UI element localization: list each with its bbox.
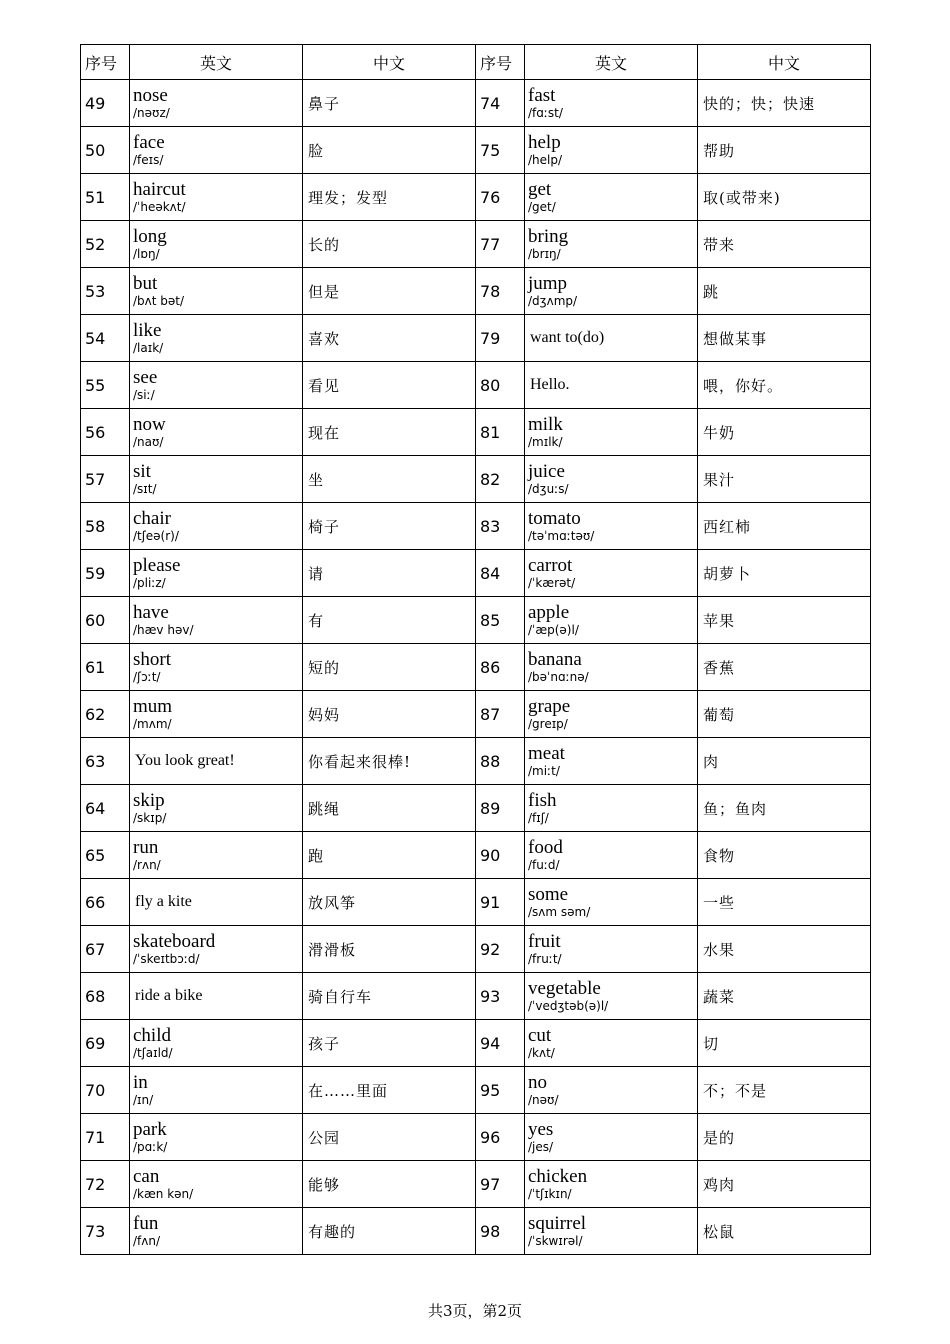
entry-number: 55 [81, 362, 130, 409]
entry-number: 60 [81, 597, 130, 644]
entry-phonetic: /ˈæp(ə)l/ [528, 623, 579, 638]
entry-number: 98 [476, 1208, 525, 1255]
entry-phonetic: /nəʊz/ [133, 106, 170, 121]
entry-english-cell [130, 80, 303, 127]
entry-word: mum [133, 696, 173, 718]
table-row [81, 268, 871, 315]
entry-phonetic: /get/ [528, 200, 556, 215]
entry-number: 79 [476, 315, 525, 362]
table-row [81, 221, 871, 268]
entry-number: 70 [81, 1067, 130, 1114]
entry-word: chair [133, 508, 171, 530]
entry-word: You look great! [135, 751, 235, 769]
entry-phonetic: /rʌn/ [133, 858, 161, 873]
entry-number: 81 [476, 409, 525, 456]
entry-phonetic: /kʌt/ [528, 1046, 555, 1061]
entry-word: face [133, 132, 165, 154]
entry-chinese: 帮助 [698, 127, 871, 174]
table-row [81, 832, 871, 879]
entry-phonetic: /ɪn/ [133, 1093, 154, 1108]
entry-word: short [133, 649, 171, 671]
header-num: 序号 [81, 45, 130, 80]
entry-chinese: 看见 [303, 362, 476, 409]
table-row [81, 973, 871, 1020]
entry-phonetic: /hæv həv/ [133, 623, 194, 638]
entry-word: no [528, 1072, 547, 1094]
table-row [81, 127, 871, 174]
entry-number: 91 [476, 879, 525, 926]
entry-number: 92 [476, 926, 525, 973]
entry-chinese: 跳 [698, 268, 871, 315]
entry-phonetic: /fruːt/ [528, 952, 562, 967]
header-num: 序号 [476, 45, 525, 80]
entry-number: 94 [476, 1020, 525, 1067]
entry-chinese: 牛奶 [698, 409, 871, 456]
entry-word: chicken [528, 1166, 588, 1188]
entry-english-cell [130, 1067, 303, 1114]
entry-phonetic: /təˈmɑːtəʊ/ [528, 529, 595, 544]
entry-chinese: 带来 [698, 221, 871, 268]
entry-number: 85 [476, 597, 525, 644]
entry-number: 95 [476, 1067, 525, 1114]
table-row [81, 644, 871, 691]
entry-number: 74 [476, 80, 525, 127]
entry-phonetic: /fɪʃ/ [528, 811, 549, 826]
entry-number: 69 [81, 1020, 130, 1067]
entry-english-cell [130, 503, 303, 550]
entry-number: 88 [476, 738, 525, 785]
entry-chinese: 香蕉 [698, 644, 871, 691]
entry-word: fly a kite [135, 892, 192, 910]
table-header-row [81, 45, 871, 80]
entry-phonetic: /naʊ/ [133, 435, 164, 450]
entry-word: get [528, 179, 552, 201]
entry-chinese: 但是 [303, 268, 476, 315]
entry-chinese: 理发；发型 [303, 174, 476, 221]
entry-word: bring [528, 226, 569, 248]
entry-english-cell [525, 1020, 698, 1067]
entry-number: 65 [81, 832, 130, 879]
entry-number: 67 [81, 926, 130, 973]
entry-english-cell [525, 127, 698, 174]
entry-english-cell [525, 268, 698, 315]
entry-english-cell [525, 174, 698, 221]
table-row [81, 597, 871, 644]
entry-english-cell [525, 409, 698, 456]
table-row [81, 1161, 871, 1208]
entry-chinese: 松鼠 [698, 1208, 871, 1255]
entry-word: some [528, 884, 569, 906]
entry-phonetic: /ˈskeɪtbɔːd/ [133, 952, 200, 967]
entry-english-cell [525, 926, 698, 973]
entry-chinese: 现在 [303, 409, 476, 456]
entry-english-cell [525, 315, 698, 362]
entry-number: 52 [81, 221, 130, 268]
entry-phonetic: /greɪp/ [528, 717, 568, 732]
entry-phonetic: /laɪk/ [133, 341, 164, 356]
entry-phonetic: /ˈkærət/ [528, 576, 576, 591]
entry-word: food [528, 837, 563, 859]
entry-word: in [133, 1072, 148, 1094]
entry-chinese: 葡萄 [698, 691, 871, 738]
entry-phonetic: /ˈheəkʌt/ [133, 200, 186, 215]
entry-chinese: 果汁 [698, 456, 871, 503]
entry-chinese: 苹果 [698, 597, 871, 644]
entry-number: 87 [476, 691, 525, 738]
entry-chinese: 肉 [698, 738, 871, 785]
table-row [81, 362, 871, 409]
entry-chinese: 公园 [303, 1114, 476, 1161]
entry-word: apple [528, 602, 570, 624]
entry-phonetic: /sɪt/ [133, 482, 157, 497]
entry-phonetic: /kæn kən/ [133, 1187, 194, 1202]
entry-number: 96 [476, 1114, 525, 1161]
entry-chinese: 是的 [698, 1114, 871, 1161]
entry-chinese: 有 [303, 597, 476, 644]
entry-number: 50 [81, 127, 130, 174]
entry-chinese: 西红柿 [698, 503, 871, 550]
entry-english-cell [130, 785, 303, 832]
entry-word: fast [528, 85, 556, 107]
entry-chinese: 不；不是 [698, 1067, 871, 1114]
entry-chinese: 一些 [698, 879, 871, 926]
table-row [81, 315, 871, 362]
entry-word: skip [133, 790, 165, 812]
entry-number: 89 [476, 785, 525, 832]
entry-number: 71 [81, 1114, 130, 1161]
entry-english-cell [525, 738, 698, 785]
table-row [81, 456, 871, 503]
entry-phonetic: /sʌm səm/ [528, 905, 591, 920]
entry-english-cell [525, 879, 698, 926]
entry-chinese: 切 [698, 1020, 871, 1067]
entry-word: now [133, 414, 166, 436]
table-row [81, 691, 871, 738]
entry-chinese: 短的 [303, 644, 476, 691]
entry-phonetic: /fʌn/ [133, 1234, 161, 1249]
entry-chinese: 脸 [303, 127, 476, 174]
entry-number: 63 [81, 738, 130, 785]
entry-english-cell [130, 409, 303, 456]
entry-word: fish [528, 790, 557, 812]
entry-word: vegetable [528, 978, 601, 1000]
table-row [81, 503, 871, 550]
table-row [81, 1114, 871, 1161]
entry-phonetic: /pɑːk/ [133, 1140, 168, 1155]
entry-chinese: 请 [303, 550, 476, 597]
entry-number: 80 [476, 362, 525, 409]
entry-number: 73 [81, 1208, 130, 1255]
entry-word: fun [133, 1213, 159, 1235]
entry-english-cell [525, 456, 698, 503]
entry-chinese: 你看起来很棒! [303, 738, 476, 785]
table-body [81, 80, 871, 1255]
entry-chinese: 能够 [303, 1161, 476, 1208]
entry-word: help [528, 132, 561, 154]
entry-english-cell [130, 127, 303, 174]
entry-english-cell [130, 644, 303, 691]
entry-english-cell [525, 691, 698, 738]
entry-number: 86 [476, 644, 525, 691]
entry-number: 57 [81, 456, 130, 503]
entry-word: ride a bike [135, 986, 203, 1004]
entry-chinese: 胡萝卜 [698, 550, 871, 597]
entry-phonetic: /tʃaɪld/ [133, 1046, 173, 1061]
entry-word: juice [528, 461, 565, 483]
entry-phonetic: /fuːd/ [528, 858, 560, 873]
entry-english-cell [525, 80, 698, 127]
entry-phonetic: /bʌt bət/ [133, 294, 185, 309]
entry-word: but [133, 273, 158, 295]
table-row [81, 738, 871, 785]
entry-phonetic: /ˈvedʒtəb(ə)l/ [528, 999, 609, 1014]
entry-phonetic: /dʒʌmp/ [528, 294, 578, 309]
entry-english-cell [525, 1161, 698, 1208]
entry-number: 56 [81, 409, 130, 456]
entry-number: 82 [476, 456, 525, 503]
page-footer: 共3页，第2页 [427, 1302, 523, 1320]
header-en: 英文 [130, 45, 303, 80]
entry-word: run [133, 837, 159, 859]
table-row [81, 879, 871, 926]
entry-english-cell [130, 456, 303, 503]
table-row [81, 409, 871, 456]
entry-english-cell [525, 1114, 698, 1161]
entry-phonetic: /jes/ [528, 1140, 554, 1155]
entry-chinese: 坐 [303, 456, 476, 503]
entry-english-cell [130, 738, 303, 785]
entry-number: 90 [476, 832, 525, 879]
entry-chinese: 跳绳 [303, 785, 476, 832]
entry-chinese: 食物 [698, 832, 871, 879]
table-row [81, 550, 871, 597]
entry-chinese: 喜欢 [303, 315, 476, 362]
entry-english-cell [525, 1208, 698, 1255]
entry-number: 51 [81, 174, 130, 221]
entry-word: see [133, 367, 158, 389]
entry-chinese: 有趣的 [303, 1208, 476, 1255]
entry-chinese: 鱼；鱼肉 [698, 785, 871, 832]
entry-phonetic: /skɪp/ [133, 811, 167, 826]
entry-word: please [133, 555, 181, 577]
entry-english-cell [130, 221, 303, 268]
entry-english-cell [130, 1114, 303, 1161]
table-row [81, 80, 871, 127]
entry-number: 59 [81, 550, 130, 597]
entry-chinese: 想做某事 [698, 315, 871, 362]
entry-number: 78 [476, 268, 525, 315]
entry-phonetic: /fɑːst/ [528, 106, 563, 121]
entry-word: child [133, 1025, 171, 1047]
entry-english-cell [130, 174, 303, 221]
entry-phonetic: /bəˈnɑːnə/ [528, 670, 589, 685]
table-row [81, 1067, 871, 1114]
entry-phonetic: /feɪs/ [133, 153, 164, 168]
entry-english-cell [130, 268, 303, 315]
entry-word: jump [528, 273, 568, 295]
entry-phonetic: /pliːz/ [133, 576, 166, 591]
table-row [81, 1020, 871, 1067]
entry-chinese: 滑滑板 [303, 926, 476, 973]
entry-number: 54 [81, 315, 130, 362]
entry-word: grape [528, 696, 571, 718]
entry-number: 75 [476, 127, 525, 174]
entry-english-cell [130, 362, 303, 409]
table-row [81, 1208, 871, 1255]
entry-chinese: 快的；快；快速 [698, 80, 871, 127]
entry-english-cell [525, 503, 698, 550]
header-en: 英文 [525, 45, 698, 80]
entry-english-cell [130, 973, 303, 1020]
table-row [81, 785, 871, 832]
entry-number: 61 [81, 644, 130, 691]
entry-word: squirrel [528, 1213, 587, 1235]
entry-english-cell [525, 1067, 698, 1114]
entry-phonetic: /brɪŋ/ [528, 247, 561, 262]
entry-english-cell [130, 1208, 303, 1255]
entry-word: banana [528, 649, 582, 671]
entry-word: skateboard [133, 931, 216, 953]
entry-number: 84 [476, 550, 525, 597]
entry-chinese: 长的 [303, 221, 476, 268]
entry-number: 66 [81, 879, 130, 926]
entry-chinese: 跑 [303, 832, 476, 879]
table-row [81, 926, 871, 973]
entry-word: haircut [133, 179, 186, 201]
entry-phonetic: /ˈtʃɪkɪn/ [528, 1187, 572, 1202]
entry-word: like [133, 320, 162, 342]
entry-word: have [133, 602, 169, 624]
entry-english-cell [130, 926, 303, 973]
entry-word: tomato [528, 508, 581, 530]
entry-chinese: 放风筝 [303, 879, 476, 926]
entry-english-cell [525, 221, 698, 268]
entry-phonetic: /mɪlk/ [528, 435, 563, 450]
entry-english-cell [130, 597, 303, 644]
entry-english-cell [525, 832, 698, 879]
entry-chinese: 孩子 [303, 1020, 476, 1067]
entry-word: cut [528, 1025, 552, 1047]
entry-english-cell [130, 315, 303, 362]
entry-number: 58 [81, 503, 130, 550]
entry-phonetic: /ˈskwɪrəl/ [528, 1234, 583, 1249]
entry-english-cell [130, 1020, 303, 1067]
entry-chinese: 椅子 [303, 503, 476, 550]
entry-english-cell [525, 785, 698, 832]
entry-word: fruit [528, 931, 561, 953]
header-zh: 中文 [303, 45, 476, 80]
entry-english-cell [130, 1161, 303, 1208]
entry-number: 49 [81, 80, 130, 127]
entry-word: yes [528, 1119, 554, 1141]
entry-number: 68 [81, 973, 130, 1020]
entry-word: want to(do) [530, 328, 605, 346]
entry-chinese: 在……里面 [303, 1067, 476, 1114]
entry-phonetic: /help/ [528, 153, 563, 168]
entry-english-cell [525, 362, 698, 409]
entry-chinese: 骑自行车 [303, 973, 476, 1020]
entry-number: 97 [476, 1161, 525, 1208]
entry-number: 53 [81, 268, 130, 315]
entry-english-cell [130, 691, 303, 738]
entry-word: park [133, 1119, 167, 1141]
entry-english-cell [130, 879, 303, 926]
entry-chinese: 鼻子 [303, 80, 476, 127]
entry-number: 76 [476, 174, 525, 221]
entry-english-cell [130, 832, 303, 879]
header-zh: 中文 [698, 45, 871, 80]
entry-word: sit [133, 461, 151, 483]
entry-chinese: 妈妈 [303, 691, 476, 738]
entry-number: 77 [476, 221, 525, 268]
entry-phonetic: /dʒuːs/ [528, 482, 569, 497]
entry-word: can [133, 1166, 160, 1188]
entry-word: meat [528, 743, 565, 765]
entry-english-cell [525, 644, 698, 691]
table-row [81, 174, 871, 221]
entry-chinese: 蔬菜 [698, 973, 871, 1020]
entry-number: 72 [81, 1161, 130, 1208]
entry-english-cell [525, 973, 698, 1020]
vocabulary-table [80, 44, 871, 1255]
entry-number: 64 [81, 785, 130, 832]
entry-phonetic: /siː/ [133, 388, 155, 403]
entry-phonetic: /mʌm/ [133, 717, 172, 732]
entry-word: Hello. [530, 375, 570, 393]
entry-word: nose [133, 85, 168, 107]
entry-chinese: 水果 [698, 926, 871, 973]
entry-english-cell [525, 597, 698, 644]
entry-phonetic: /miːt/ [528, 764, 560, 779]
entry-number: 93 [476, 973, 525, 1020]
entry-chinese: 取(或带来) [698, 174, 871, 221]
entry-chinese: 喂，你好。 [698, 362, 871, 409]
entry-word: long [133, 226, 167, 248]
entry-phonetic: /tʃeə(r)/ [133, 529, 179, 544]
entry-phonetic: /nəʊ/ [528, 1093, 559, 1108]
entry-phonetic: /lɒŋ/ [133, 247, 160, 262]
entry-chinese: 鸡肉 [698, 1161, 871, 1208]
entry-number: 62 [81, 691, 130, 738]
entry-word: carrot [528, 555, 573, 577]
entry-word: milk [528, 414, 563, 436]
entry-english-cell [130, 550, 303, 597]
entry-english-cell [525, 550, 698, 597]
entry-number: 83 [476, 503, 525, 550]
entry-phonetic: /ʃɔːt/ [133, 670, 161, 685]
